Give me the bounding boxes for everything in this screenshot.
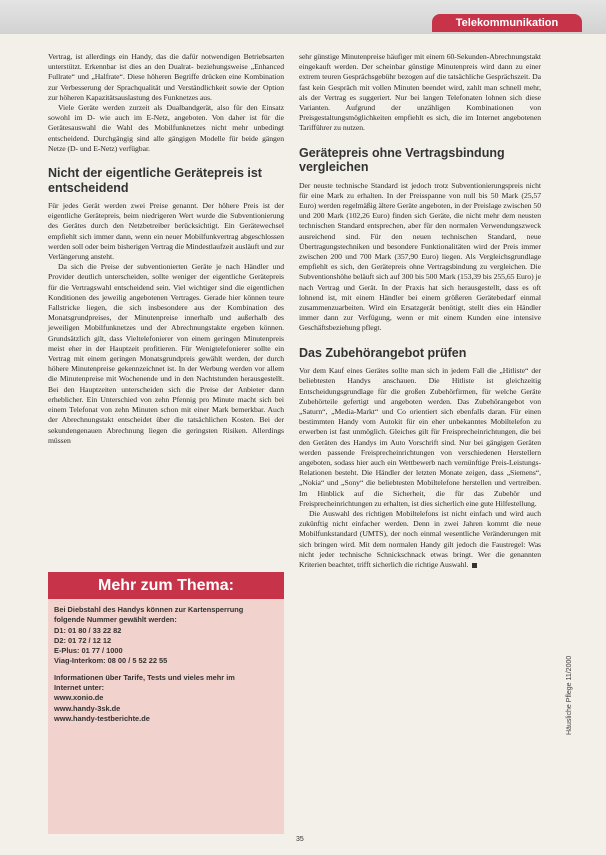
right-column — [299, 52, 541, 570]
right-section2-paragraph-1: Vor dem Kauf eines Gerätes sollte man sich in jedem Fall die „Hitliste“ der beliebtesten Handys anschauen. Die Hitliste ist gleichzeitig Entscheidungsgrundlage für die großen Zubehörfirmen, für welche Geräte Zubehörteile gefertigt und angeboten werden. Das Zubehörangebot von „Saturn“, „Media-Markt“ und Co orientiert sich ebenfalls daran. Für einen bestimmten Handy vom Autokit für ein eher unbekanntes Mobiltelefon zu erwerben ist fast unmöglich. Gleiches gilt für Freisprecheinrichtungen, die bei den Geräten des Handys im Auto Vorschrift sind. Nur bei gängigen Geräten werden passende Freisprecheinrichtungen von verschiedenen Herstellern angeboten, sodass hier auch ein Wettbewerb nach vernünftige Preis-Leistungs-Relationen besteht. Die Händler der letzten Monate zeigen, dass „Siemens“, „Nokia“ und „Sony“ die beliebtesten Mobiltelefone herstellen und vertreiben. Im Hinblick auf die Sicherheit, die für das Zubehör und Freisprecheinrichtungen zu erhalten, ist dies sicherlich eine gute Hilfestellung. — [299, 366, 541, 508]
right-intro-paragraph: sehr günstige Minutenpreise häufiger mit einem 60-Sekunden-Abrechnungstakt eingekauft werden. Der scheinbar günstige Minutenpreis wird dann zu einer extrem teuren Gesprächsgebühr bezogen auf die tatsächliche Gesprächszeit. Da fast kein Gespräch mit vollen Minuten beendet wird, zahlt man schnell mehr, als der Vertrag es suggeriert. Nur bei langen Telefonaten lohnen sich diese Varianten. Aufgrund der unzähligen Kombinationen von Preisgestaltungsmöglichkeiten empfiehlt es sich, die im Internet angebotenen Tarifführer zu nutzen. — [299, 52, 541, 133]
info-box-title: Mehr zum Thema: — [48, 572, 284, 599]
left-heading: Nicht der eigentliche Gerätepreis ist entscheidend — [48, 166, 262, 195]
section-tab — [432, 14, 582, 32]
info-line: E-Plus: 01 77 / 1000 — [54, 646, 123, 656]
closing-text: Die Auswahl des richtigen Mobiltelefons ist nicht einfach und wird auch zukünftig nicht einfacher werden. Denn in zwei Jahren kommt die neue Mobilfunkstandard (UMTS), der noch einmal wesentliche Veränderungen mit sich bringen wird. Mit dem normalen Handy gilt jedoch die Faustregel: Was nicht jeder technische Schnickschnack etwas bringt. Wer die genannten Kriterien beachtet, trifft sicherlich die richtige Auswahl. — [299, 509, 541, 570]
right-section1-paragraph: Der neuste technische Standard ist jedoch trotz Subventionierungspreis nicht für eine Mark zu erhalten. In der Preisspanne von null bis 50 Mark (25,57 Euro) werden regelmäßig ältere Geräte angeboten, in der Preislage zwischen 50 und 200 Mark (102,26 Euro) finden sich Geräte, die nicht mehr dem neusten technischen Standard entsprechen, aber für den normalen Verwendungszweck ausreichend sind. Für den neuen technischen Standard, neue Übertragungstechniken und besondere Funktionalitäten wird der Preis immer zwischen 200 und 700 Mark (357,90 Euro) liegen. Als Vergleichsgrundlage empfiehlt es sich, den Gerätepreis ohne Vertragsbindung zu vergleichen. Die Subventionshöhe beläuft sich auf 300 bis 500 Mark (153,39 bis 255,65 Euro) je nach Vertrag und Gerät. In der Praxis hat sich herausgestellt, dass es oft lohnend ist, mit einem Händler bei einem größeren Gerätebedarf einmal zusammenzuarbeiten. Wird ein Ersatzgerät benötigt, stellt dies ein Händler immer dann zur Verfügung, wenn er mit einem Kunden eine intensive Geschäftsbeziehung pflegt. — [299, 180, 541, 333]
right-section2-paragraph-2 — [299, 509, 541, 570]
info-link[interactable]: www.handy-testberichte.de — [54, 713, 150, 723]
left-column — [48, 52, 284, 446]
page-header — [0, 0, 606, 34]
info-links-intro: Internet unter: — [54, 683, 105, 693]
section-title: Telekommunikation — [455, 17, 559, 29]
left-intro-paragraph-2: Viele Geräte werden zurzeit als Dualbandgerät, also für den Einsatz sowohl im D- wie auch im E-Netz, angeboten. Von daher ist für die Gerätesauswahl die Wahl des Mobilfunknetzes nicht mehr unbedingt entscheidend. Durchgängig sind alle gängigen Modelle für beide gängen Netze (D- und E-Netz) verfügbar. — [48, 103, 284, 153]
left-intro-paragraph-1: Vertrag, ist allerdings ein Handy, das die dafür notwendigen Betriebsarten unterstützt. Erkennbar ist dies an den Dualrat- beziehungsweise „Enhanced Fullrate“ und „Halfrate“. Diese höheren Begriffe drücken eine Kombination zur Verbesserung der Sprachqualität und Verständlichkeit sowie der Option zur höheren Kapazitätsauslastung des Funknetzes aus. — [48, 52, 284, 102]
page-number: 35 — [296, 836, 304, 843]
right-heading-2: Das Zubehörangebot prüfen — [299, 345, 467, 360]
end-mark-icon — [472, 563, 477, 568]
right-heading-1: Gerätepreis ohne Vertragsbindung vergleichen — [299, 145, 505, 175]
left-body-paragraph-2: Da sich die Preise der subventionierten Geräte je nach Händler und Provider deutlich unterscheiden, sollte weniger der eigentliche Gerätepreis für die Vertragswahl entscheidend sein. Viel wichtiger sind die eigentlichen Konditionen des jeweilig angebotenen Vertrages. Gerade hier können teure Fallstricke liegen, die sich insbesondere aus der Kombination des Monatsgrundpreises, der Minutenpreise innerhalb und außerhalb des jeweiligen Mobilfunknetzes und der Abrechnungstakte ergeben können. Grundsätzlich gilt, dass Vieltelefonierer von einem geringen Minutenpreis meist eher in der Hauptzeit profitieren. Für Wenigtelefonierer sollte ein Vertrag mit einem geringen Monatsgrundpreis gewählt werden, der durch höhere Minutenpreise gekennzeichnet ist. In der Werbung werden vor allem die Minutenpreise mit Wochenende und in den Nachtstunden herausgestellt. Bei den Hauptzeiten unterscheiden sich die Preise der Anbieter dann erheblicher. Ein Unterschied von zehn Pfennig pro Minute macht sich bei einem Telefonat von zehn Minuten schon mit einer Mark bemerkbar. Auch der Abrechnungstakt entscheidet über die tatsächlichen Kosten. Bei der sekundengenauen Abrechnung liegen die geringsten Risiken. Allerdings müssen — [48, 262, 284, 445]
info-link[interactable]: www.handy-3sk.de — [54, 703, 121, 713]
info-line: D1: 01 80 / 33 22 82 — [54, 625, 122, 635]
info-box-body — [48, 599, 284, 724]
left-body-paragraph-1: Für jedes Gerät werden zwei Preise genannt. Der höhere Preis ist der eigentliche Gerätepreis, beim niedrigeren Wert wurde die Subventionierung des Gerätes durch den Netzbetreiber berücksichtigt. Ein Gerätewechsel empfiehlt sich immer dann, wenn ein neuer Mobilfunkvertrag abgeschlossen werden soll oder beim bisherigen Vertrag die Mindestlaufzeit ausläuft und zur Verlängerung ansteht. — [48, 201, 284, 262]
issue-reference: Häusliche Pflege 11/2000 — [566, 655, 573, 735]
info-link[interactable]: www.xonio.de — [54, 693, 104, 703]
info-line: D2: 01 72 / 12 12 — [54, 635, 112, 645]
info-line: folgende Nummer gewählt werden: — [54, 615, 177, 625]
info-box — [48, 572, 284, 834]
info-line: Viag-Interkom: 08 00 / 5 52 22 55 — [54, 656, 168, 666]
info-line: Bei Diebstahl des Handys können zur Kartensperrung — [54, 605, 244, 614]
info-links-intro: Informationen über Tarife, Tests und vieles mehr im — [54, 672, 235, 682]
